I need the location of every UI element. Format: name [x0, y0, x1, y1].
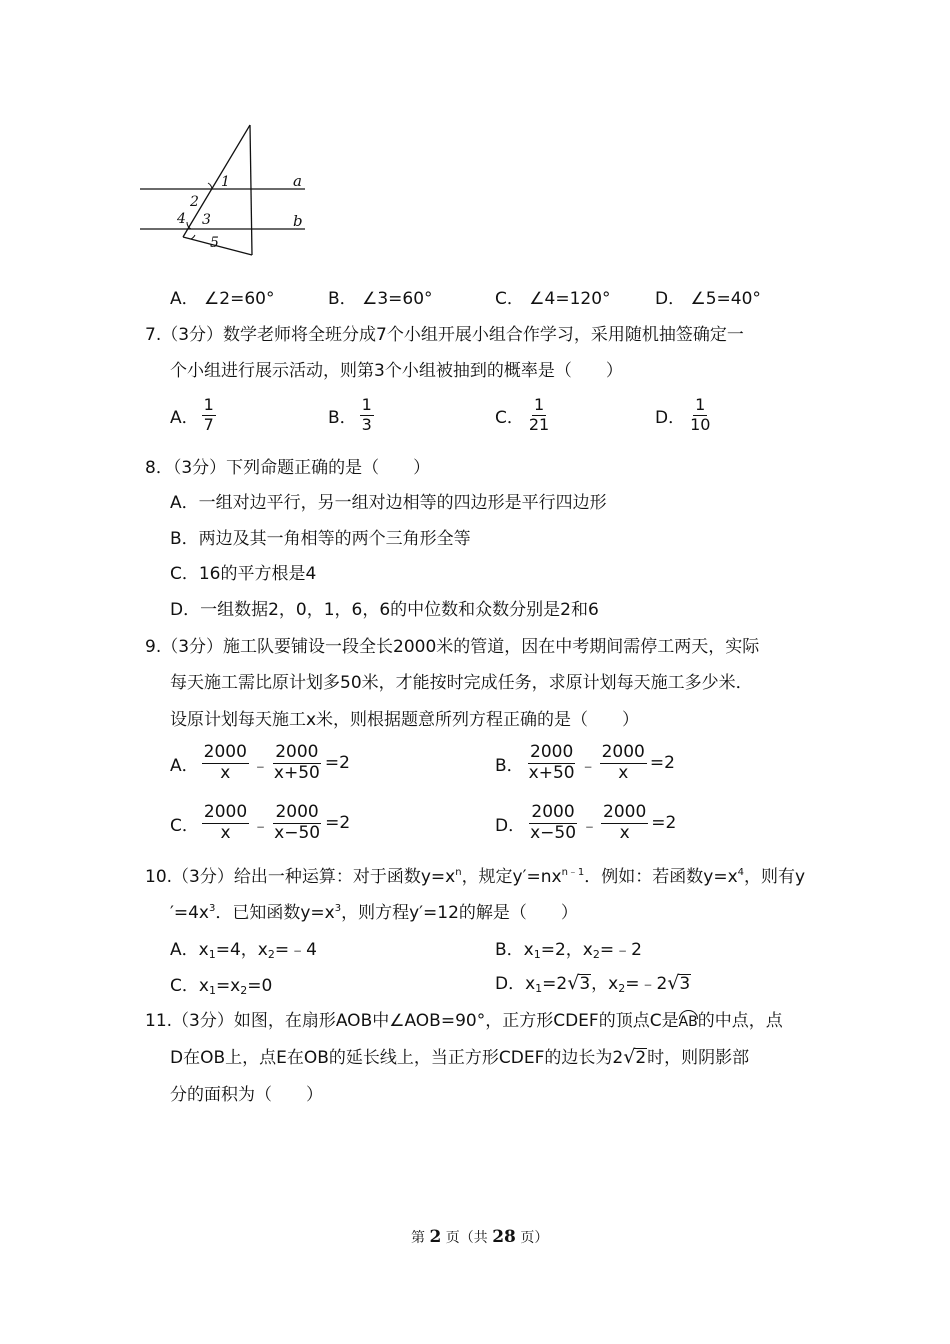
text: D在OB上，点E在OB的延长线上，当正方形CDEF的边长为2 [170, 1048, 624, 1068]
line-label-b: b [293, 212, 303, 230]
q7-option-b[interactable] [328, 397, 377, 434]
q9-option-a-label: A． [170, 755, 199, 776]
denominator: 21 [528, 414, 550, 434]
sqrt-sign: √ [623, 1046, 636, 1068]
q9-option-c-label: C． [170, 815, 199, 836]
numerator: 1 [203, 395, 214, 414]
text: ，则方程y′=12的解是（ ） [341, 903, 578, 923]
q7-option-c[interactable] [495, 397, 554, 434]
total-pages: 28 [492, 1227, 516, 1247]
angle-mark [191, 235, 195, 239]
q6-option-d-text: ∠5=40° [690, 289, 761, 309]
page-footer [411, 1227, 548, 1247]
superscript: n﹣1 [561, 867, 585, 878]
q6-option-a[interactable] [170, 284, 274, 309]
fraction [601, 804, 648, 843]
q9-option-a[interactable] [170, 744, 350, 783]
page-number: 2 [429, 1227, 442, 1247]
fraction [272, 804, 322, 843]
q9-option-b-label: B． [495, 755, 524, 776]
q9-stem-line-2: 每天施工需比原计划多50米，才能按时完成任务，求原计划每天施工多少米． [170, 673, 753, 693]
q7-stem-line-1: 7.（3分）数学老师将全班分成7个小组开展小组合作学习，采用随机抽签确定一 [145, 325, 744, 345]
fraction [688, 397, 712, 434]
text: =﹣4 [274, 940, 317, 960]
equation-rhs: =2 [325, 813, 351, 834]
q10-stem-line-1 [145, 862, 805, 887]
numerator: 1 [361, 395, 372, 414]
q6-option-a-text: ∠2=60° [204, 289, 275, 309]
text: 的中点，点 [697, 1011, 783, 1031]
q8-option-d[interactable]: D．一组数据2，0，1，6，6的中位数和众数分别是2和6 [170, 600, 599, 620]
numerator: 1 [695, 395, 706, 414]
subscript: 2 [240, 984, 248, 997]
q6-option-b[interactable] [328, 284, 433, 309]
q7-stem-line-2: 个小组进行展示活动，则第3个小组被抽到的概率是（ ） [170, 361, 623, 381]
fraction [600, 744, 647, 783]
q11-stem-line-3: 分的面积为（ ） [170, 1085, 323, 1105]
q10-option-d[interactable] [495, 969, 691, 995]
q7-option-d[interactable] [655, 397, 715, 434]
q10-option-c[interactable] [170, 971, 272, 997]
option-label: A． [170, 940, 199, 960]
footer-middle: 页（共 [445, 1230, 488, 1246]
angle-mark [208, 183, 212, 189]
footer-prefix: 第 [411, 1230, 425, 1246]
text: 10.（3分）给出一种运算：对于函数y=x [145, 867, 456, 887]
parallel-lines-figure [135, 120, 315, 260]
text: =0 [247, 976, 273, 996]
fraction [202, 397, 216, 434]
numerator: 2000 [603, 802, 647, 822]
text: =x [215, 976, 241, 996]
q8-option-a[interactable]: A．一组对边平行，另一组对边相等的四边形是平行四边形 [170, 493, 607, 513]
q10-option-b[interactable] [495, 935, 642, 961]
denominator: x+50 [528, 762, 575, 783]
radicand: 3 [679, 974, 691, 994]
sqrt-sign: √ [667, 972, 680, 994]
q10-option-a[interactable] [170, 935, 317, 961]
q8-option-c[interactable]: C．16的平方根是4 [170, 564, 317, 584]
q11-stem-line-1 [145, 1006, 783, 1031]
q7-option-b-label: B． [328, 407, 357, 428]
numerator: 1 [533, 395, 545, 414]
q7-option-a[interactable] [170, 397, 219, 434]
text: x [523, 940, 534, 960]
text: x [198, 940, 209, 960]
fraction [202, 744, 249, 783]
denominator: x−50 [274, 822, 321, 843]
numerator: 2000 [203, 802, 248, 822]
numerator: 2000 [275, 742, 319, 762]
q6-option-c[interactable] [495, 284, 611, 309]
text: =2 [542, 974, 568, 994]
option-label: B． [495, 940, 524, 960]
text: ．例如：若函数y=x [584, 867, 738, 887]
fraction [528, 804, 578, 843]
q8-stem: 8．（3分）下列命题正确的是（ ） [145, 458, 431, 478]
minus-sign: ﹣ [252, 815, 270, 836]
numerator: 2000 [275, 802, 319, 822]
denominator: x [618, 762, 629, 783]
equation-rhs: =2 [649, 753, 675, 774]
subscript: 1 [535, 982, 543, 995]
minus-sign: ﹣ [581, 815, 599, 836]
q8-option-b[interactable]: B．两边及其一角相等的两个三角形全等 [170, 529, 471, 549]
superscript: n [455, 867, 462, 878]
fraction [272, 744, 322, 783]
text: ．已知函数y=x [215, 903, 335, 923]
text: =4，x [215, 940, 268, 960]
q9-stem-line-1: 9.（3分）施工队要铺设一段全长2000米的管道，因在中考期间需停工两天，实际 [145, 637, 760, 657]
text: ′=4x [170, 903, 209, 923]
angle-label-3: 3 [202, 212, 211, 228]
q6-option-a-label: A． [170, 289, 199, 309]
denominator: x−50 [530, 822, 577, 843]
radicand: 3 [579, 974, 591, 994]
minus-sign: ﹣ [251, 755, 269, 776]
numerator: 2000 [531, 802, 575, 822]
text: =﹣2 [625, 974, 668, 994]
text: =﹣2 [599, 940, 642, 960]
sqrt-sign: √ [567, 972, 580, 994]
q6-option-c-label: C． [495, 289, 524, 309]
subscript: 2 [618, 982, 626, 995]
denominator: 3 [361, 414, 372, 434]
numerator: 2000 [203, 742, 247, 762]
transversal-left [183, 125, 250, 237]
q6-option-b-label: B． [328, 289, 357, 309]
radicand: 2 [635, 1048, 647, 1068]
arc-ab: AB [679, 1010, 698, 1030]
superscript: 3 [208, 903, 216, 914]
subscript: 2 [267, 948, 275, 961]
transversal-right [250, 125, 252, 255]
angle-label-1: 1 [221, 174, 230, 190]
q7-option-d-label: D． [655, 407, 686, 428]
equation-rhs: =2 [324, 753, 350, 774]
q9-option-d[interactable] [495, 804, 676, 843]
q9-option-b[interactable] [495, 744, 675, 783]
text: 时，则阴影部 [647, 1048, 750, 1068]
footer-suffix: 页） [520, 1230, 549, 1246]
text: x [525, 974, 536, 994]
equation-rhs: =2 [651, 813, 677, 834]
q7-option-a-label: A． [170, 407, 199, 428]
text: =2，x [540, 940, 593, 960]
text: ，规定y′=nx [461, 867, 562, 887]
text: x [198, 976, 209, 996]
text: ，则有y [744, 867, 806, 887]
denominator: x+50 [273, 762, 320, 783]
q6-option-b-text: ∠3=60° [362, 289, 433, 309]
angle-label-5: 5 [210, 235, 219, 251]
denominator: 7 [203, 414, 214, 434]
numerator: 2000 [601, 742, 645, 762]
subscript: 1 [208, 984, 216, 997]
fraction [202, 804, 249, 843]
fraction [527, 397, 551, 434]
angle-label-4: 4 [177, 211, 186, 227]
fraction [527, 744, 577, 783]
q11-stem-line-2 [170, 1043, 749, 1068]
minus-sign: ﹣ [579, 755, 597, 776]
superscript: 4 [737, 867, 745, 878]
text: 11.（3分）如图，在扇形AOB中∠AOB=90°，正方形CDEF的顶点C是 [145, 1011, 679, 1031]
text: ，x [591, 974, 619, 994]
angle-label-2: 2 [190, 194, 199, 210]
denominator: x [220, 822, 231, 843]
superscript: 3 [334, 903, 342, 914]
line-label-a: a [293, 172, 302, 190]
q9-option-c[interactable] [170, 804, 350, 843]
option-label: D． [495, 974, 526, 994]
option-label: C． [170, 976, 199, 996]
subscript: 1 [208, 948, 216, 961]
q6-option-c-text: ∠4=120° [529, 289, 611, 309]
subscript: 2 [592, 948, 600, 961]
q6-option-d[interactable] [655, 284, 761, 309]
q6-option-d-label: D． [655, 289, 686, 309]
fraction [360, 397, 374, 434]
denominator: x [220, 762, 231, 783]
denominator: x [619, 822, 630, 843]
q7-option-c-label: C． [495, 407, 524, 428]
subscript: 1 [533, 948, 541, 961]
q9-option-d-label: D． [495, 815, 526, 836]
q9-stem-line-3: 设原计划每天施工x米，则根据题意所列方程正确的是（ ） [170, 710, 640, 730]
denominator: 10 [690, 414, 711, 434]
numerator: 2000 [530, 742, 574, 762]
q10-stem-line-2 [170, 898, 578, 923]
